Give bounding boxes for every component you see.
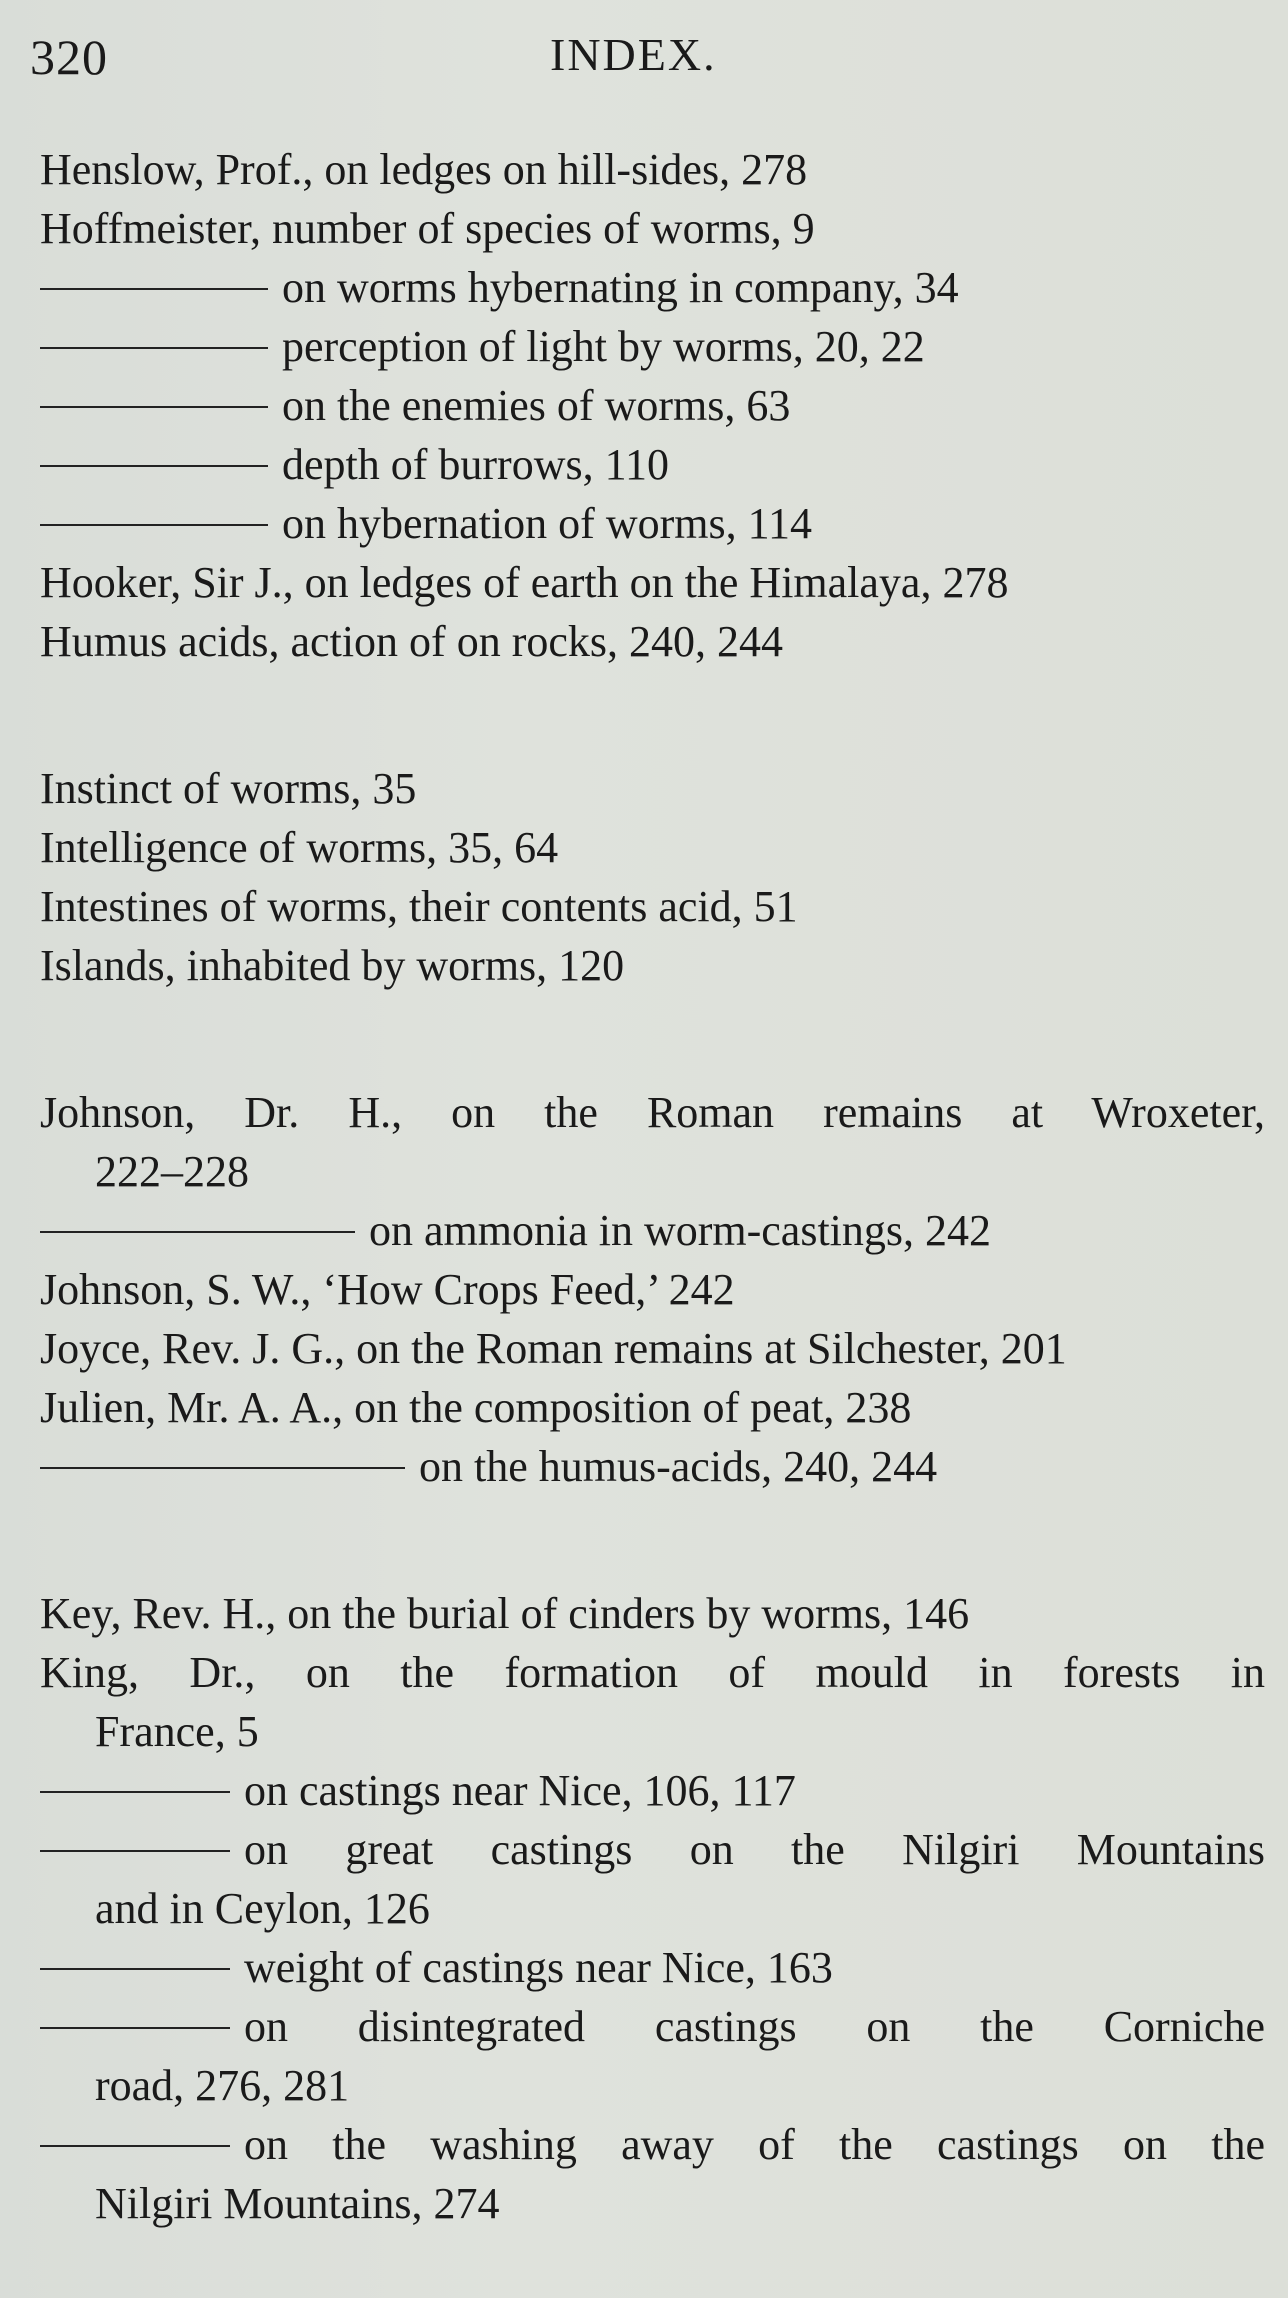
index-subentry (40, 435, 1265, 494)
subentry-text: depth of burrows, 110 (282, 440, 669, 489)
index-subentry (40, 494, 1265, 553)
index-entry: Julien, Mr. A. A., on the composition of peat, 238 (40, 1383, 912, 1432)
index-subentry (40, 1820, 1265, 1879)
entry-continuation: and in Ceylon, 126 (95, 1884, 430, 1933)
subentry-text: on the humus-acids, 240, 244 (419, 1442, 938, 1491)
index-entry: Joyce, Rev. J. G., on the Roman remains at Silchester, 201 (40, 1324, 1067, 1373)
index-entry: Instinct of worms, 35 (40, 764, 417, 813)
ditto-rule (40, 347, 268, 349)
index-subentry (40, 2115, 1265, 2174)
index-subentry (40, 376, 1265, 435)
ditto-rule (40, 524, 268, 526)
ditto-rule (40, 1231, 355, 1233)
subentry-text: on disintegrated castings on the Corniche (244, 2002, 1265, 2051)
ditto-rule (40, 1467, 405, 1469)
subentry-text: on great castings on the Nilgiri Mountains (244, 1825, 1265, 1874)
entry-continuation: road, 276, 281 (95, 2061, 350, 2110)
index-subentry (40, 1938, 1265, 1997)
ditto-rule (40, 2145, 230, 2147)
running-head: INDEX. (550, 29, 717, 80)
subentry-text: on the washing away of the castings on the (244, 2120, 1265, 2169)
ditto-rule (40, 1968, 230, 1970)
entry-continuation: Nilgiri Mountains, 274 (95, 2179, 500, 2228)
index-entry: Hoffmeister, number of species of worms, 9 (40, 204, 815, 253)
index-entry: Johnson, S. W., ‘How Crops Feed,’ 242 (40, 1265, 735, 1314)
ditto-rule (40, 1850, 230, 1852)
entry-continuation: France, 5 (95, 1707, 259, 1756)
ditto-rule (40, 406, 268, 408)
index-entry: Humus acids, action of on rocks, 240, 244 (40, 617, 783, 666)
index-subentry (40, 258, 1265, 317)
subentry-text: perception of light by worms, 20, 22 (282, 322, 925, 371)
ditto-rule (40, 1791, 230, 1793)
page-number: 320 (30, 29, 108, 85)
subentry-text: on ammonia in worm-castings, 242 (369, 1206, 992, 1255)
entry-continuation: 222–228 (95, 1147, 249, 1196)
subentry-text: on worms hybernating in company, 34 (282, 263, 959, 312)
subentry-text: weight of castings near Nice, 163 (244, 1943, 833, 1992)
index-subentry (40, 1761, 1265, 1820)
index-entry: Intestines of worms, their contents acid, 51 (40, 882, 798, 931)
ditto-rule (40, 2027, 230, 2029)
index-subentry (40, 317, 1265, 376)
index-entry: Johnson, Dr. H., on the Roman remains at Wroxeter, (40, 1088, 1265, 1137)
index-entry: Hooker, Sir J., on ledges of earth on the Himalaya, 278 (40, 558, 1009, 607)
subentry-text: on the enemies of worms, 63 (282, 381, 791, 430)
index-entry: King, Dr., on the formation of mould in forests in (40, 1648, 1265, 1697)
index-entry: Intelligence of worms, 35, 64 (40, 823, 559, 872)
index-subentry (40, 1437, 1265, 1496)
index-subentry (40, 1997, 1265, 2056)
ditto-rule (40, 288, 268, 290)
subentry-text: on castings near Nice, 106, 117 (244, 1766, 796, 1815)
index-entry: Henslow, Prof., on ledges on hill-sides, 278 (40, 145, 808, 194)
index-entry: Islands, inhabited by worms, 120 (40, 941, 625, 990)
ditto-rule (40, 465, 268, 467)
index-body (40, 140, 1265, 2233)
index-subentry (40, 1201, 1265, 1260)
index-entry: Key, Rev. H., on the burial of cinders by worms, 146 (40, 1589, 970, 1638)
subentry-text: on hybernation of worms, 114 (282, 499, 812, 548)
